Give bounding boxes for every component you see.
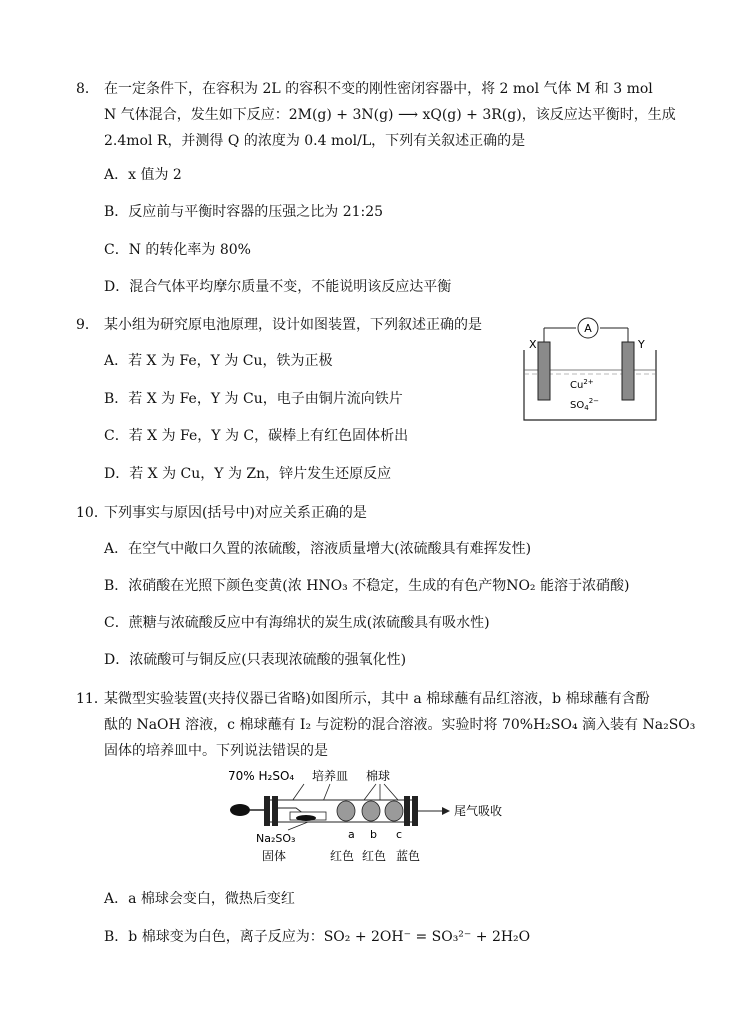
question-stem: 某小组为研究原电池原理，设计如图装置，下列叙述正确的是 [104,317,482,333]
cotton-a-label: a [348,828,355,841]
option-a[interactable]: A．a 棉球会变白，微热后变红 [104,891,295,907]
option-b[interactable]: B．浓硝酸在光照下颜色变黄(浓 HNO₃ 不稳定，生成的有色产物NO₂ 能溶于浓硝酸) [104,578,630,594]
option-a[interactable]: A．在空气中敞口久置的浓硫酸，溶液质量增大(浓硫酸具有难挥发性) [104,541,532,557]
cotton-a-color: 红色 [330,849,355,863]
question-stem: 下列事实与原因(括号中)对应关系正确的是 [104,505,367,521]
electrode-x [538,342,550,400]
cotton-c-color: 蓝色 [396,849,421,863]
option-d[interactable]: D．若 X 为 Cu，Y 为 Zn，锌片发生还原反应 [104,466,392,482]
question-number: 9． [76,317,99,333]
pointer-line [384,784,398,800]
electrode-y-label: Y [638,338,645,351]
question-stem-line: 在一定条件下，在容积为 2L 的容积不变的刚性密闭容器中，将 2 mol 气体 M 和 3 mol [104,81,653,97]
question-stem-line: 某微型实验装置(夹持仪器已省略)如图所示，其中 a 棉球蘸有品红溶液，b 棉球蘸有含酚 [104,691,650,707]
exhaust-label: 尾气吸收 [454,804,503,818]
question-stem-line: 2.4mol R，并测得 Q 的浓度为 0.4 mol/L，下列有关叙述正确的是 [104,133,526,149]
option-d[interactable]: D．混合气体平均摩尔质量不变，不能说明该反应达平衡 [104,279,452,295]
cotton-ball-a [337,801,355,821]
stopper-right-outer [412,796,418,826]
question-stem-line: 固体的培养皿中。下列说法错误的是 [104,743,328,759]
cotton-c-label: c [396,828,403,841]
question-stem-line: 酞的 NaOH 溶液，c 棉球蘸有 I₂ 与淀粉的混合溶液。实验时将 70%H₂SO₄ 滴入装有 Na₂SO₃ [104,717,696,733]
option-b[interactable]: B．若 X 为 Fe，Y 为 Cu，电子由铜片流向铁片 [104,391,403,407]
option-a[interactable]: A．x 值为 2 [104,167,182,183]
stopper-left-inner [272,796,278,826]
cotton-ball-b [362,801,380,821]
question-number: 11． [76,691,108,707]
ion-sulfate: $SO_4^{2-}$ [570,397,600,412]
galvanic-cell-figure [520,316,660,424]
cotton-b-color: 红色 [362,849,387,863]
stopper-left [264,796,270,826]
stopper-right [404,796,410,826]
pointer-line [288,822,308,830]
question-11 [76,686,697,764]
electrode-y [622,342,634,400]
question-8 [76,76,697,154]
option-b[interactable]: B．b 棉球变为白色，离子反应为：SO₂ + 2OH⁻ = SO₃²⁻ + 2H₂O [104,929,531,945]
option-a[interactable]: A．若 X 为 Fe，Y 为 Cu，铁为正极 [104,353,333,369]
question-number: 8． [76,81,99,97]
cotton-b-label: b [370,828,377,841]
question-number: 10． [76,505,108,521]
dropper-bulb [230,804,250,816]
cotton-ball-c [385,801,403,821]
option-b[interactable]: B．反应前与平衡时容器的压强之比为 21:25 [104,204,384,220]
option-c[interactable]: C．N 的转化率为 80% [104,242,251,258]
ammeter-label: A [584,322,592,335]
option-d[interactable]: D．浓硫酸可与铜反应(只表现浓硫酸的强氧化性) [104,652,407,668]
question-stem-line: N 气体混合，发生如下反应：2M(g) + 3N(g) ⟶ xQ(g) + 3R(g)，该反应达平衡时，生成 [104,107,676,123]
acid-label: 70% H₂SO₄ [228,769,295,783]
micro-experiment-figure [226,764,526,868]
ion-copper: $Cu^{2+}$ [570,378,594,391]
option-c[interactable]: C．若 X 为 Fe，Y 为 C，碳棒上有红色固体析出 [104,428,409,444]
arrow-right-icon [442,807,450,815]
option-c[interactable]: C．蔗糖与浓硫酸反应中有海绵状的炭生成(浓硫酸具有吸水性) [104,615,490,631]
dish-label: 培养皿 [312,769,349,783]
electrode-x-label: X [529,338,537,351]
question-10 [76,500,697,526]
solid-label-2: 固体 [262,849,287,863]
sodium-sulfite-solid [296,815,316,821]
pointer-line [364,784,376,800]
solid-label: Na₂SO₃ [256,832,296,845]
cotton-label: 棉球 [366,769,391,783]
